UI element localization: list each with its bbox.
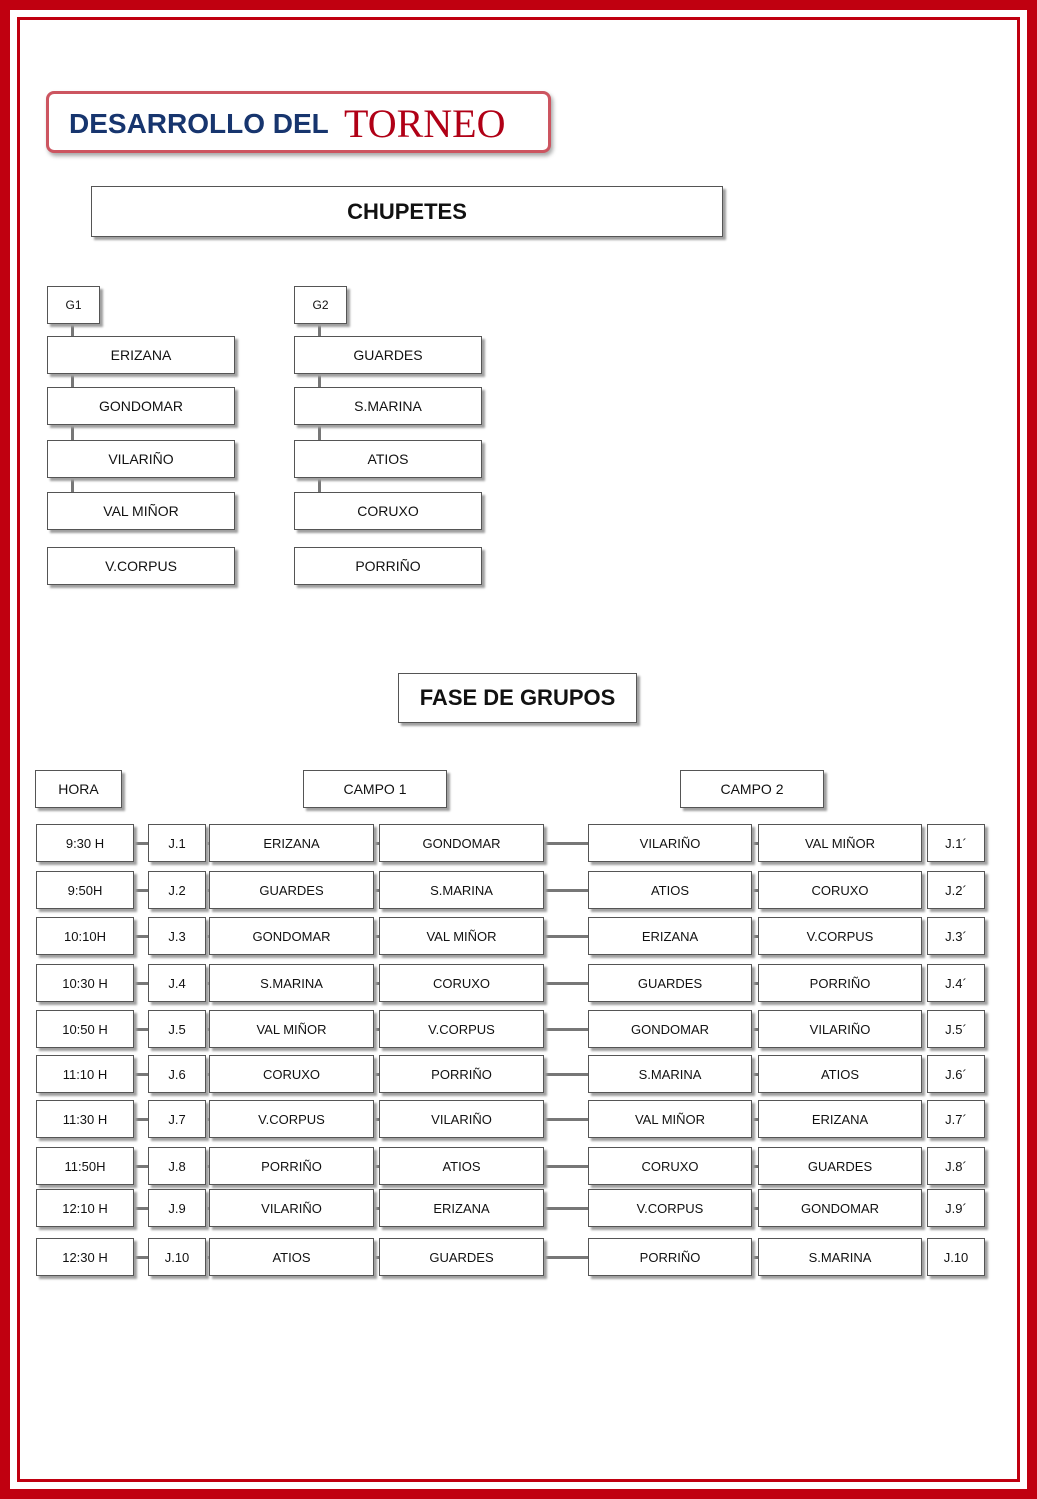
row-connector-time [134, 1256, 148, 1259]
campo-1-team-a: GONDOMAR [209, 917, 374, 955]
match-number-cell-2: J.6´ [927, 1055, 985, 1093]
row-connector-fields [544, 889, 588, 892]
fase-banner: FASE DE GRUPOS [398, 673, 637, 723]
group-1-label: G1 [47, 286, 100, 324]
group-2-team: S.MARINA [294, 387, 482, 425]
group-1-team: VILARIÑO [47, 440, 235, 478]
row-connector-fields [544, 842, 588, 845]
campo-2-team-a: VAL MIÑOR [588, 1100, 752, 1138]
campo-2-team-a: PORRIÑO [588, 1238, 752, 1276]
match-number-cell-2: J.9´ [927, 1189, 985, 1227]
title-part2: TORNEO [344, 101, 506, 146]
header-hora: HORA [35, 770, 122, 808]
campo-2-team-a: ATIOS [588, 871, 752, 909]
time-cell: 11:10 H [36, 1055, 134, 1093]
group-1-team: V.CORPUS [47, 547, 235, 585]
campo-1-team-a: ATIOS [209, 1238, 374, 1276]
campo-2-team-b: GONDOMAR [758, 1189, 922, 1227]
chupetes-banner: CHUPETES [91, 186, 723, 237]
row-connector-time [134, 842, 148, 845]
time-cell: 9:30 H [36, 824, 134, 862]
match-number-cell-2: J.5´ [927, 1010, 985, 1048]
match-number-cell: J.7 [148, 1100, 206, 1138]
campo-1-team-a: VAL MIÑOR [209, 1010, 374, 1048]
campo-1-team-b: CORUXO [379, 964, 544, 1002]
campo-2-team-b: PORRIÑO [758, 964, 922, 1002]
match-number-cell: J.4 [148, 964, 206, 1002]
campo-1-team-a: V.CORPUS [209, 1100, 374, 1138]
campo-2-team-b: VAL MIÑOR [758, 824, 922, 862]
campo-1-team-b: PORRIÑO [379, 1055, 544, 1093]
time-cell: 9:50H [36, 871, 134, 909]
row-connector-fields [544, 982, 588, 985]
group-2-label: G2 [294, 286, 347, 324]
row-connector-time [134, 935, 148, 938]
campo-2-team-a: S.MARINA [588, 1055, 752, 1093]
time-cell: 10:30 H [36, 964, 134, 1002]
time-cell: 10:10H [36, 917, 134, 955]
campo-2-team-a: GUARDES [588, 964, 752, 1002]
match-number-cell-2: J.10 [927, 1238, 985, 1276]
campo-1-team-a: CORUXO [209, 1055, 374, 1093]
row-connector-fields [544, 1073, 588, 1076]
match-number-cell: J.2 [148, 871, 206, 909]
campo-1-team-b: S.MARINA [379, 871, 544, 909]
campo-1-team-b: VAL MIÑOR [379, 917, 544, 955]
title-part1: DESARROLLO DEL [69, 108, 329, 139]
time-cell: 10:50 H [36, 1010, 134, 1048]
row-connector-time [134, 889, 148, 892]
match-number-cell-2: J.7´ [927, 1100, 985, 1138]
match-number-cell-2: J.3´ [927, 917, 985, 955]
match-number-cell-2: J.4´ [927, 964, 985, 1002]
title-banner [46, 91, 551, 153]
campo-2-team-a: VILARIÑO [588, 824, 752, 862]
row-connector-fields [544, 1165, 588, 1168]
campo-2-team-b: CORUXO [758, 871, 922, 909]
time-cell: 12:30 H [36, 1238, 134, 1276]
row-connector-fields [544, 1118, 588, 1121]
group-1-team: VAL MIÑOR [47, 492, 235, 530]
match-number-cell: J.3 [148, 917, 206, 955]
row-connector-time [134, 1207, 148, 1210]
row-connector-time [134, 1118, 148, 1121]
time-cell: 11:30 H [36, 1100, 134, 1138]
campo-1-team-a: VILARIÑO [209, 1189, 374, 1227]
match-number-cell: J.5 [148, 1010, 206, 1048]
campo-1-team-b: GONDOMAR [379, 824, 544, 862]
campo-1-team-b: ERIZANA [379, 1189, 544, 1227]
group-1-team: GONDOMAR [47, 387, 235, 425]
group-2-team: CORUXO [294, 492, 482, 530]
group-2-team: GUARDES [294, 336, 482, 374]
campo-1-team-b: VILARIÑO [379, 1100, 544, 1138]
group-1-team: ERIZANA [47, 336, 235, 374]
campo-2-team-b: V.CORPUS [758, 917, 922, 955]
campo-2-team-a: CORUXO [588, 1147, 752, 1185]
match-number-cell: J.1 [148, 824, 206, 862]
campo-2-team-b: S.MARINA [758, 1238, 922, 1276]
campo-1-team-a: GUARDES [209, 871, 374, 909]
campo-1-team-b: GUARDES [379, 1238, 544, 1276]
campo-2-team-b: VILARIÑO [758, 1010, 922, 1048]
time-cell: 11:50H [36, 1147, 134, 1185]
campo-2-team-b: ERIZANA [758, 1100, 922, 1138]
campo-1-team-a: ERIZANA [209, 824, 374, 862]
row-connector-time [134, 1165, 148, 1168]
group-2-team: PORRIÑO [294, 547, 482, 585]
header-campo-2: CAMPO 2 [680, 770, 824, 808]
match-number-cell: J.9 [148, 1189, 206, 1227]
campo-2-team-b: GUARDES [758, 1147, 922, 1185]
campo-2-team-a: GONDOMAR [588, 1010, 752, 1048]
campo-2-team-a: V.CORPUS [588, 1189, 752, 1227]
campo-1-team-a: S.MARINA [209, 964, 374, 1002]
row-connector-fields [544, 1028, 588, 1031]
match-number-cell-2: J.1´ [927, 824, 985, 862]
row-connector-fields [544, 1256, 588, 1259]
campo-2-team-a: ERIZANA [588, 917, 752, 955]
match-number-cell-2: J.8´ [927, 1147, 985, 1185]
row-connector-time [134, 982, 148, 985]
campo-1-team-b: ATIOS [379, 1147, 544, 1185]
row-connector-time [134, 1028, 148, 1031]
header-campo-1: CAMPO 1 [303, 770, 447, 808]
campo-1-team-b: V.CORPUS [379, 1010, 544, 1048]
campo-2-team-b: ATIOS [758, 1055, 922, 1093]
match-number-cell-2: J.2´ [927, 871, 985, 909]
row-connector-fields [544, 935, 588, 938]
match-number-cell: J.6 [148, 1055, 206, 1093]
group-2-team: ATIOS [294, 440, 482, 478]
match-number-cell: J.10 [148, 1238, 206, 1276]
row-connector-fields [544, 1207, 588, 1210]
row-connector-time [134, 1073, 148, 1076]
campo-1-team-a: PORRIÑO [209, 1147, 374, 1185]
match-number-cell: J.8 [148, 1147, 206, 1185]
time-cell: 12:10 H [36, 1189, 134, 1227]
